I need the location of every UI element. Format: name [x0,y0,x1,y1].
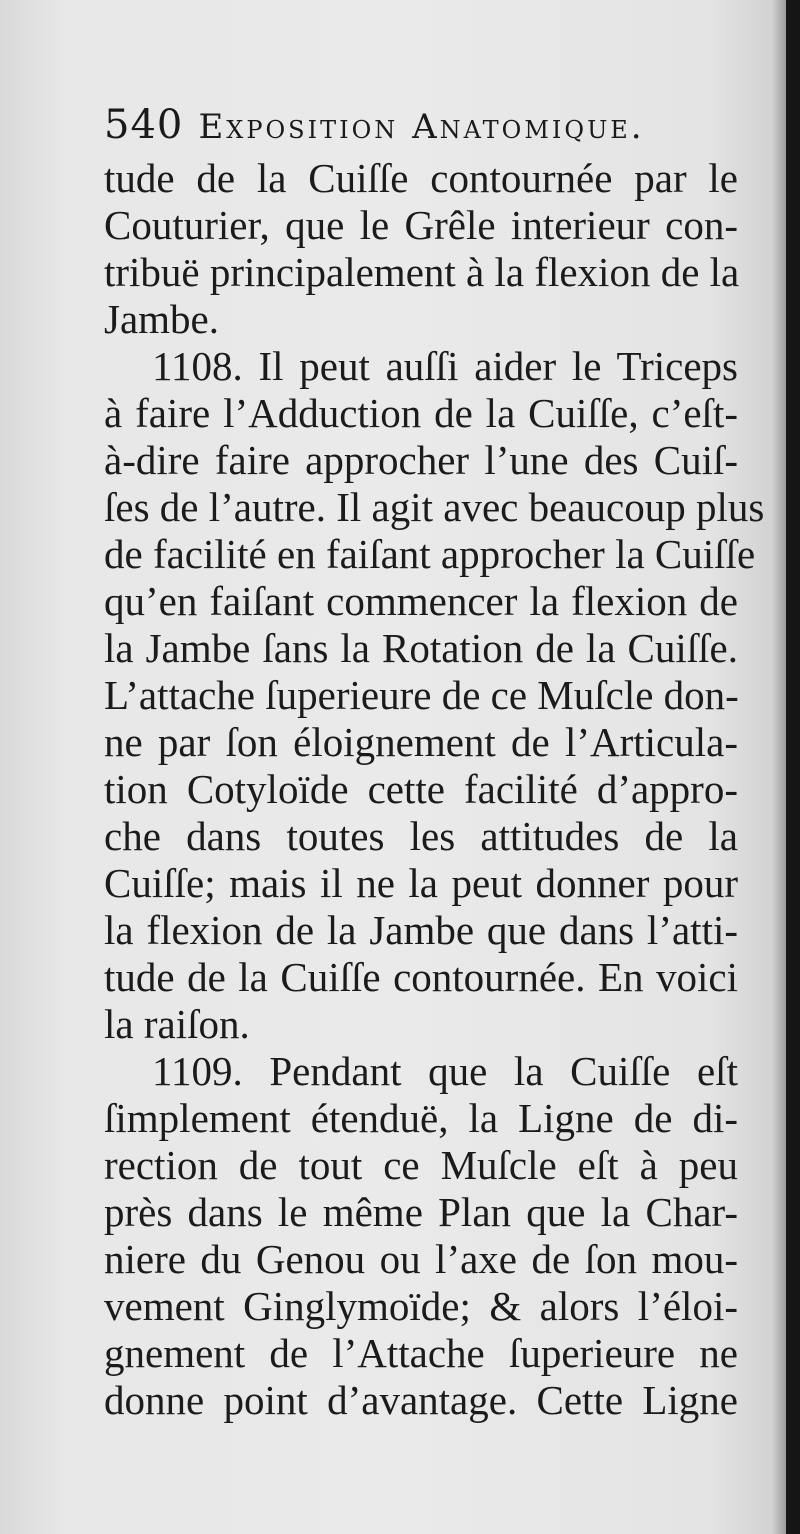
running-head [104,102,744,158]
running-title: Exposition Anatomique. [198,107,645,147]
text-line: la raiſon. [104,1001,250,1047]
body-text [104,155,765,1424]
text-line: ne par ſon éloignement de l’Articula- [104,719,738,765]
page-number: 540 [104,102,184,148]
text-line: à faire l’Adduction de la Cuiſſe, c’eſt- [104,390,738,436]
paragraph-1108-start: 1108. Il peut auſſi aider le Triceps [152,343,738,389]
text-line: de facilité en faiſant approcher la Cuiſſe [104,531,756,577]
text-line: ſes de l’autre. Il agit avec beaucoup plus [104,484,765,530]
text-line: tribuë principalement à la flexion de la [104,249,740,295]
text-line: tude de la Cuiſſe contournée. En voici [104,954,738,1000]
text-line: niere du Genou ou l’axe de ſon mou- [104,1236,738,1282]
text-line: Jambe. [104,296,219,342]
text-line: tude de la Cuiſſe contournée par le [104,155,738,201]
text-line: la Jambe ſans la Rotation de la Cuiſſe. [104,625,738,671]
text-line: près dans le même Plan que la Char- [104,1189,738,1235]
text-line: gnement de l’Attache ſuperieure ne [104,1330,738,1376]
text-line: ſimplement étenduë, la Ligne de di- [104,1095,738,1141]
text-line: che dans toutes les attitudes de la [104,813,738,859]
text-line: Cuiſſe; mais il ne la peut donner pour [104,860,738,906]
paragraph-1109-start: 1109. Pendant que la Cuiſſe eſt [152,1048,738,1094]
text-line: tion Cotyloïde cette facilité d’appro- [104,766,738,812]
page-edge-shadow [786,0,800,1534]
text-line: Couturier, que le Grêle interieur con- [104,202,738,248]
text-line: qu’en faiſant commencer la flexion de [104,578,738,624]
text-line: vement Ginglymoïde; & alors l’éloi- [104,1283,738,1329]
text-line: à-dire faire approcher l’une des Cuiſ- [104,437,738,483]
text-line: donne point d’avantage. Cette Ligne [104,1377,738,1423]
text-line: L’attache ſuperieure de ce Muſcle don- [104,672,739,718]
text-line: la flexion de la Jambe que dans l’atti- [104,907,738,953]
text-line: rection de tout ce Muſcle eſt à peu [104,1142,738,1188]
